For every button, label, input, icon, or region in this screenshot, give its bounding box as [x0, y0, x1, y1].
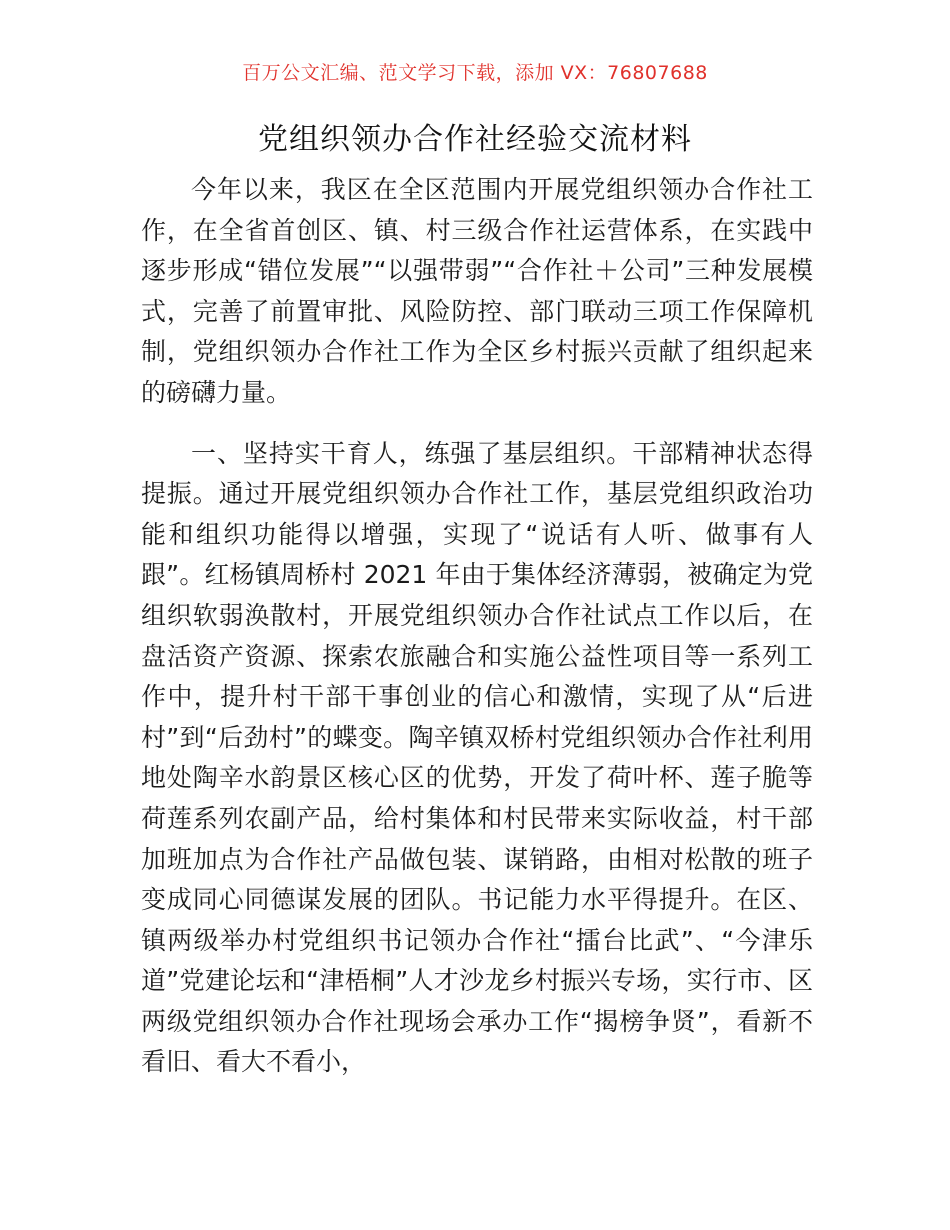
document-body [141, 170, 813, 1083]
header-note: 百万公文汇编、范文学习下载，添加 VX：76807688 [242, 62, 708, 84]
paragraph-section-one: 一、坚持实干育人，练强了基层组织。干部精神状态得提振。通过开展党组织领办合作社工作，基层党组织政治功能和组织功能得以增强，实现了“说话有人听、做事有人跟”。红杨镇周桥村 2021 年由于集体经济薄弱，被确定为党组织软弱涣散村，开展党组织领办合作社试点工作以后，在盘活资产资源、探索农旅融合和实施公益性项目等一系列工作中，提升村干部干事创业的信心和激情，实现了从“后进村”到“后劲村”的蝶变。陶辛镇双桥村党组织领办合作社利用地处陶辛水韵景区核心区的优势，开发了荷叶杯、莲子脆等荷莲系列农副产品，给村集体和村民带来实际收益，村干部加班加点为合作社产品做包装、谋销路，由相对松散的班子变成同心同德谋发展的团队。书记能力水平得提升。在区、镇两级举办村党组织书记领办合作社“擂台比武”、“今津乐道”党建论坛和“津梧桐”人才沙龙乡村振兴专场，实行市、区两级党组织领办合作社现场会承办工作“揭榜争贤”，看新不看旧、看大不看小， [141, 438, 813, 1077]
paragraph-intro: 今年以来，我区在全区范围内开展党组织领办合作社工作，在全省首创区、镇、村三级合作社运营体系，在实践中逐步形成“错位发展”“以强带弱”“合作社＋公司”三种发展模式，完善了前置审批、风险防控、部门联动三项工作保障机制，党组织领办合作社工作为全区乡村振兴贡献了组织起来的磅礴力量。 [141, 175, 813, 407]
document-title: 党组织领办合作社经验交流材料 [258, 122, 692, 157]
